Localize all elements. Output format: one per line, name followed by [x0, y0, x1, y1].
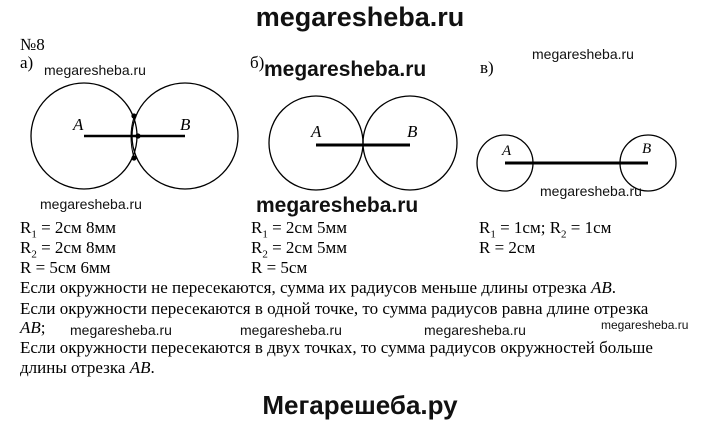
figure-b — [269, 96, 457, 190]
watermark-row-2: megaresheba.ru — [240, 322, 342, 338]
watermark-mid-a: megaresheba.ru — [40, 196, 142, 212]
watermark-mid-c: megaresheba.ru — [540, 183, 642, 199]
part-a-r2: $R_2 = 2см$ 8мм — [20, 238, 116, 261]
watermark-c: megaresheba.ru — [532, 46, 634, 62]
conclusion-line-4: Если окружности пересекаются в двух точках, то сумма радиусов окружностей больше — [20, 338, 653, 357]
watermark-mid-b: megaresheba.ru — [256, 194, 419, 217]
part-b-label: б) — [250, 53, 265, 72]
figure-c-label-a: A — [502, 143, 512, 159]
header-watermark: megaresheba.ru — [255, 2, 465, 32]
watermark-row-1: megaresheba.ru — [70, 322, 172, 338]
part-a-label: а) — [20, 53, 34, 72]
figure-b-label-a: A — [311, 122, 322, 141]
problem-number: №8 — [20, 35, 45, 54]
watermark-b: megaresheba.ru — [264, 58, 427, 81]
figure-a-label-b: B — [180, 115, 191, 134]
figure-b-circle-right — [363, 96, 457, 190]
part-b-r2: $R_2 = 2см$ 5мм — [251, 238, 347, 261]
figure-c-label-b: B — [642, 141, 652, 157]
conclusion-line-3: AB; — [20, 318, 46, 337]
conclusion-line-1: Если окружности не пересекаются, сумма их радиусов меньше длины отрезка AB. — [20, 278, 616, 297]
figure-a-point-bottom — [131, 155, 136, 160]
figure-b-circle-left — [269, 96, 363, 190]
part-b-r1: $R_1 = 2см$ 5мм — [251, 218, 347, 241]
part-a-r: R = 5см 6мм — [20, 258, 111, 277]
footer-watermark: Мегарешеба.ру — [262, 390, 458, 420]
watermark-row-3: megaresheba.ru — [424, 322, 526, 338]
conclusion-line-2: Если окружности пересекаются в одной точке, то сумма радиусов равна длине отрезка — [20, 299, 649, 318]
figure-a — [31, 83, 238, 189]
figure-a-point-mid — [135, 133, 140, 138]
part-b-r: R = 5см — [251, 258, 308, 277]
part-c-r: R = 2см — [479, 238, 536, 257]
part-a-r1: $R_1 = 2см$ 8мм — [20, 218, 116, 241]
figure-b-label-b: B — [407, 122, 418, 141]
part-c-label: в) — [480, 58, 494, 77]
figure-a-point-top — [131, 113, 136, 118]
part-c-r1-r2: $R_1 = 1см$; $R_2 = 1см$ — [479, 218, 612, 241]
watermark-a: megaresheba.ru — [44, 62, 146, 78]
watermark-row-4: megaresheba.ru — [601, 318, 689, 332]
conclusion-line-5: длины отрезка AB. — [20, 358, 155, 377]
figure-a-label-a: A — [73, 115, 84, 134]
